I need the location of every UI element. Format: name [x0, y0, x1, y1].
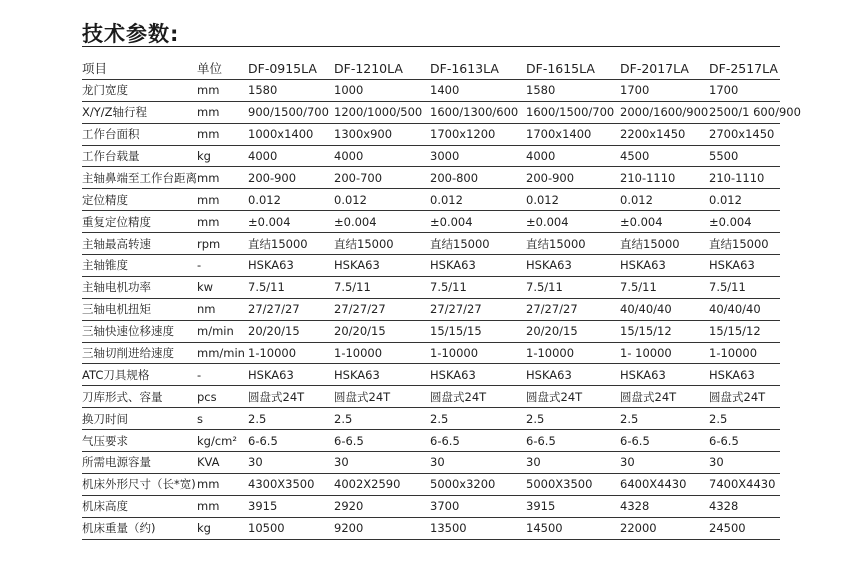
cell-model-6: 2700x1450 [709, 123, 780, 145]
cell-model-5: 40/40/40 [620, 298, 709, 320]
table-row [82, 342, 780, 364]
cell-unit: nm [197, 298, 248, 320]
cell-model-4: 14500 [526, 517, 620, 539]
cell-model-4: 3915 [526, 495, 620, 517]
cell-model-3: 直结15000 [430, 233, 526, 255]
cell-item: 三轴切削进给速度 [82, 342, 197, 364]
cell-model-6: 7400X4430 [709, 473, 780, 495]
cell-model-6: 6-6.5 [709, 430, 780, 452]
cell-model-5: 2200x1450 [620, 123, 709, 145]
cell-item: 换刀时间 [82, 408, 197, 430]
cell-model-5: 4500 [620, 145, 709, 167]
cell-model-1: 10500 [248, 517, 334, 539]
cell-model-6: HSKA63 [709, 255, 780, 277]
cell-unit: mm [197, 495, 248, 517]
cell-model-3: 1700x1200 [430, 123, 526, 145]
cell-model-2: 30 [334, 452, 430, 474]
table-row [82, 211, 780, 233]
cell-unit: mm [197, 79, 248, 101]
cell-unit: mm [197, 167, 248, 189]
cell-model-1: 27/27/27 [248, 298, 334, 320]
cell-unit: mm/min [197, 342, 248, 364]
cell-model-1: 30 [248, 452, 334, 474]
cell-model-1: 1000x1400 [248, 123, 334, 145]
cell-unit: mm [197, 211, 248, 233]
cell-model-2: 6-6.5 [334, 430, 430, 452]
cell-model-4: 7.5/11 [526, 276, 620, 298]
cell-item: 主轴鼻端至工作台距离 [82, 167, 197, 189]
cell-model-1: HSKA63 [248, 255, 334, 277]
header-model-1: DF-0915LA [248, 58, 334, 79]
cell-model-6: ±0.004 [709, 211, 780, 233]
table-row [82, 298, 780, 320]
cell-item: 工作台面积 [82, 123, 197, 145]
cell-model-1: HSKA63 [248, 364, 334, 386]
cell-model-3: 1400 [430, 79, 526, 101]
cell-model-4: 5000X3500 [526, 473, 620, 495]
cell-item: 龙门宽度 [82, 79, 197, 101]
header-unit: 单位 [197, 58, 248, 79]
cell-model-3: 15/15/15 [430, 320, 526, 342]
cell-item: 机床外形尺寸（长*宽) [82, 473, 197, 495]
cell-model-2: 2920 [334, 495, 430, 517]
spec-table [82, 58, 801, 540]
cell-model-4: 圆盘式24T [526, 386, 620, 408]
cell-unit: mm [197, 473, 248, 495]
cell-model-1: 直结15000 [248, 233, 334, 255]
cell-model-2: 20/20/15 [334, 320, 430, 342]
cell-model-4: 20/20/15 [526, 320, 620, 342]
cell-unit: mm [197, 189, 248, 211]
cell-model-1: 圆盘式24T [248, 386, 334, 408]
header-item: 项目 [82, 58, 197, 79]
cell-unit: - [197, 364, 248, 386]
table-row [82, 233, 780, 255]
cell-unit: mm [197, 123, 248, 145]
cell-model-6: 2500/1 600/900 [709, 101, 780, 123]
cell-unit: kg/cm² [197, 430, 248, 452]
cell-model-1: 7.5/11 [248, 276, 334, 298]
table-row [82, 473, 780, 495]
cell-model-2: 4002X2590 [334, 473, 430, 495]
cell-model-3: 0.012 [430, 189, 526, 211]
cell-model-6: 210-1110 [709, 167, 780, 189]
page-title: 技术参数: [82, 22, 180, 46]
cell-model-2: 7.5/11 [334, 276, 430, 298]
cell-model-1: 1-10000 [248, 342, 334, 364]
cell-model-5: 6-6.5 [620, 430, 709, 452]
cell-model-2: ±0.004 [334, 211, 430, 233]
table-row [82, 386, 780, 408]
cell-item: 机床重量（约) [82, 517, 197, 539]
cell-item: 定位精度 [82, 189, 197, 211]
header-model-2: DF-1210LA [334, 58, 430, 79]
cell-model-1: 3915 [248, 495, 334, 517]
header-model-3: DF-1613LA [430, 58, 526, 79]
cell-model-4: 2.5 [526, 408, 620, 430]
cell-model-4: 1-10000 [526, 342, 620, 364]
cell-model-6: 40/40/40 [709, 298, 780, 320]
cell-item: 气压要求 [82, 430, 197, 452]
cell-model-5: ±0.004 [620, 211, 709, 233]
cell-model-4: 直结15000 [526, 233, 620, 255]
table-row [82, 276, 780, 298]
table-row [82, 123, 780, 145]
table-row [82, 408, 780, 430]
cell-item: 机床高度 [82, 495, 197, 517]
title-divider [82, 46, 780, 47]
cell-model-6: 圆盘式24T [709, 386, 780, 408]
table-header-row [82, 58, 780, 79]
header-model-5: DF-2017LA [620, 58, 709, 79]
cell-model-4: 1700x1400 [526, 123, 620, 145]
cell-model-3: HSKA63 [430, 364, 526, 386]
cell-model-3: 200-800 [430, 167, 526, 189]
cell-model-3: 30 [430, 452, 526, 474]
cell-model-4: 1580 [526, 79, 620, 101]
cell-item: 三轴电机扭矩 [82, 298, 197, 320]
cell-unit: m/min [197, 320, 248, 342]
cell-model-4: ±0.004 [526, 211, 620, 233]
cell-model-5: 4328 [620, 495, 709, 517]
cell-model-4: 6-6.5 [526, 430, 620, 452]
cell-model-6: 7.5/11 [709, 276, 780, 298]
cell-model-4: 30 [526, 452, 620, 474]
cell-model-5: 直结15000 [620, 233, 709, 255]
cell-model-2: 2.5 [334, 408, 430, 430]
cell-unit: KVA [197, 452, 248, 474]
cell-model-3: 1-10000 [430, 342, 526, 364]
table-row [82, 320, 780, 342]
table-row [82, 430, 780, 452]
cell-model-6: 24500 [709, 517, 780, 539]
cell-model-1: 4300X3500 [248, 473, 334, 495]
cell-unit: - [197, 255, 248, 277]
table-row [82, 517, 780, 539]
cell-model-5: 0.012 [620, 189, 709, 211]
table-row [82, 101, 780, 123]
cell-unit: s [197, 408, 248, 430]
cell-model-2: 1300x900 [334, 123, 430, 145]
cell-item: 主轴电机功率 [82, 276, 197, 298]
cell-model-1: 1580 [248, 79, 334, 101]
cell-unit: mm [197, 101, 248, 123]
cell-model-6: HSKA63 [709, 364, 780, 386]
table-row [82, 364, 780, 386]
cell-item: ATC刀具规格 [82, 364, 197, 386]
cell-model-2: 直结15000 [334, 233, 430, 255]
cell-model-5: 210-1110 [620, 167, 709, 189]
cell-model-4: 27/27/27 [526, 298, 620, 320]
cell-model-5: 1- 10000 [620, 342, 709, 364]
cell-model-6: 30 [709, 452, 780, 474]
cell-model-1: 20/20/15 [248, 320, 334, 342]
cell-item: 主轴最高转速 [82, 233, 197, 255]
cell-model-5: 1700 [620, 79, 709, 101]
cell-model-3: 6-6.5 [430, 430, 526, 452]
cell-model-5: 22000 [620, 517, 709, 539]
table-row [82, 452, 780, 474]
cell-model-3: ±0.004 [430, 211, 526, 233]
cell-model-4: 0.012 [526, 189, 620, 211]
table-row [82, 167, 780, 189]
cell-item: 主轴锥度 [82, 255, 197, 277]
cell-item: 所需电源容量 [82, 452, 197, 474]
cell-model-3: 3700 [430, 495, 526, 517]
cell-model-6: 直结15000 [709, 233, 780, 255]
cell-model-2: 1000 [334, 79, 430, 101]
table-row [82, 145, 780, 167]
cell-model-6: 1-10000 [709, 342, 780, 364]
spec-table-body [82, 79, 801, 539]
cell-model-4: 1600/1500/700 [526, 101, 620, 123]
cell-item: 重复定位精度 [82, 211, 197, 233]
cell-model-1: 0.012 [248, 189, 334, 211]
cell-model-1: 6-6.5 [248, 430, 334, 452]
cell-unit: kw [197, 276, 248, 298]
cell-model-3: 27/27/27 [430, 298, 526, 320]
cell-model-1: 200-900 [248, 167, 334, 189]
cell-model-4: 4000 [526, 145, 620, 167]
cell-model-5: 6400X4430 [620, 473, 709, 495]
cell-model-3: 3000 [430, 145, 526, 167]
cell-model-4: HSKA63 [526, 364, 620, 386]
cell-model-3: HSKA63 [430, 255, 526, 277]
cell-model-5: 2.5 [620, 408, 709, 430]
cell-model-2: 4000 [334, 145, 430, 167]
cell-model-2: 0.012 [334, 189, 430, 211]
cell-model-3: 7.5/11 [430, 276, 526, 298]
cell-model-6: 2.5 [709, 408, 780, 430]
cell-model-2: HSKA63 [334, 364, 430, 386]
cell-item: 工作台载量 [82, 145, 197, 167]
cell-model-6: 5500 [709, 145, 780, 167]
table-row [82, 495, 780, 517]
cell-model-3: 13500 [430, 517, 526, 539]
header-model-6: DF-2517LA [709, 58, 780, 79]
cell-model-5: 15/15/12 [620, 320, 709, 342]
cell-model-2: 27/27/27 [334, 298, 430, 320]
table-row [82, 189, 780, 211]
cell-model-1: 900/1500/700 [248, 101, 334, 123]
cell-model-2: 1-10000 [334, 342, 430, 364]
cell-model-2: HSKA63 [334, 255, 430, 277]
cell-model-2: 圆盘式24T [334, 386, 430, 408]
cell-unit: rpm [197, 233, 248, 255]
cell-model-2: 1200/1000/500 [334, 101, 430, 123]
cell-model-3: 5000x3200 [430, 473, 526, 495]
cell-model-5: HSKA63 [620, 364, 709, 386]
cell-item: X/Y/Z轴行程 [82, 101, 197, 123]
cell-model-2: 9200 [334, 517, 430, 539]
cell-model-6: 0.012 [709, 189, 780, 211]
cell-unit: kg [197, 145, 248, 167]
cell-model-6: 1700 [709, 79, 780, 101]
cell-model-6: 15/15/12 [709, 320, 780, 342]
cell-model-5: 30 [620, 452, 709, 474]
cell-model-1: 2.5 [248, 408, 334, 430]
cell-model-6: 4328 [709, 495, 780, 517]
cell-model-4: 200-900 [526, 167, 620, 189]
table-row [82, 79, 780, 101]
cell-unit: kg [197, 517, 248, 539]
cell-item: 刀库形式、容量 [82, 386, 197, 408]
cell-model-1: 4000 [248, 145, 334, 167]
cell-model-3: 圆盘式24T [430, 386, 526, 408]
table-row [82, 255, 780, 277]
cell-model-5: HSKA63 [620, 255, 709, 277]
header-model-4: DF-1615LA [526, 58, 620, 79]
cell-model-5: 圆盘式24T [620, 386, 709, 408]
cell-item: 三轴快速位移速度 [82, 320, 197, 342]
cell-model-5: 2000/1600/900 [620, 101, 709, 123]
cell-unit: pcs [197, 386, 248, 408]
cell-model-5: 7.5/11 [620, 276, 709, 298]
cell-model-3: 1600/1300/600 [430, 101, 526, 123]
cell-model-3: 2.5 [430, 408, 526, 430]
cell-model-1: ±0.004 [248, 211, 334, 233]
cell-model-4: HSKA63 [526, 255, 620, 277]
cell-model-2: 200-700 [334, 167, 430, 189]
